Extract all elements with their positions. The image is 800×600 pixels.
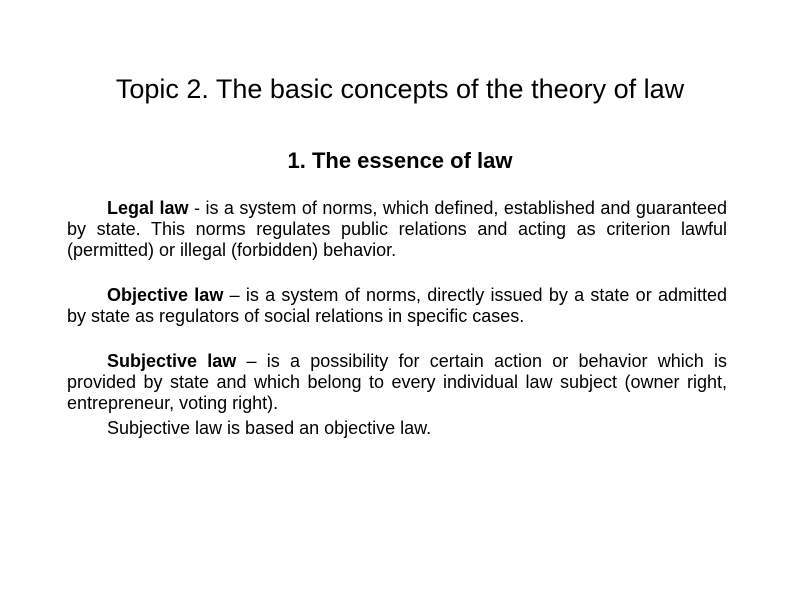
term-subjective-law: Subjective law [107, 351, 237, 371]
term-objective-law: Objective law [107, 285, 224, 305]
slide-subtitle: 1. The essence of law [287, 148, 513, 173]
slide-body [67, 198, 727, 439]
slide-title: Topic 2. The basic concepts of the theory of law [115, 74, 685, 104]
paragraph-legal-law [67, 198, 727, 261]
paragraph-objective-law [67, 285, 727, 327]
term-legal-law: Legal law [107, 198, 189, 218]
definition-legal-law: - is a system of norms, which defined, established and guaranteed by state. This norms regulates public relations and acting as criterion lawful (permitted) or illegal (forbidden) behavior. [67, 198, 727, 260]
definition-subjective-law: – is a possibility for certain action or behavior which is provided by state and which belong to every individual law subject (owner right, entrepreneur, voting right). [67, 351, 727, 413]
closing-statement: Subjective law is based an objective law. [107, 418, 432, 438]
definition-objective-law: – is a system of norms, directly issued by a state or admitted by state as regulators of social relations in specific cases. [67, 285, 727, 326]
paragraph-subjective-law [67, 351, 727, 414]
